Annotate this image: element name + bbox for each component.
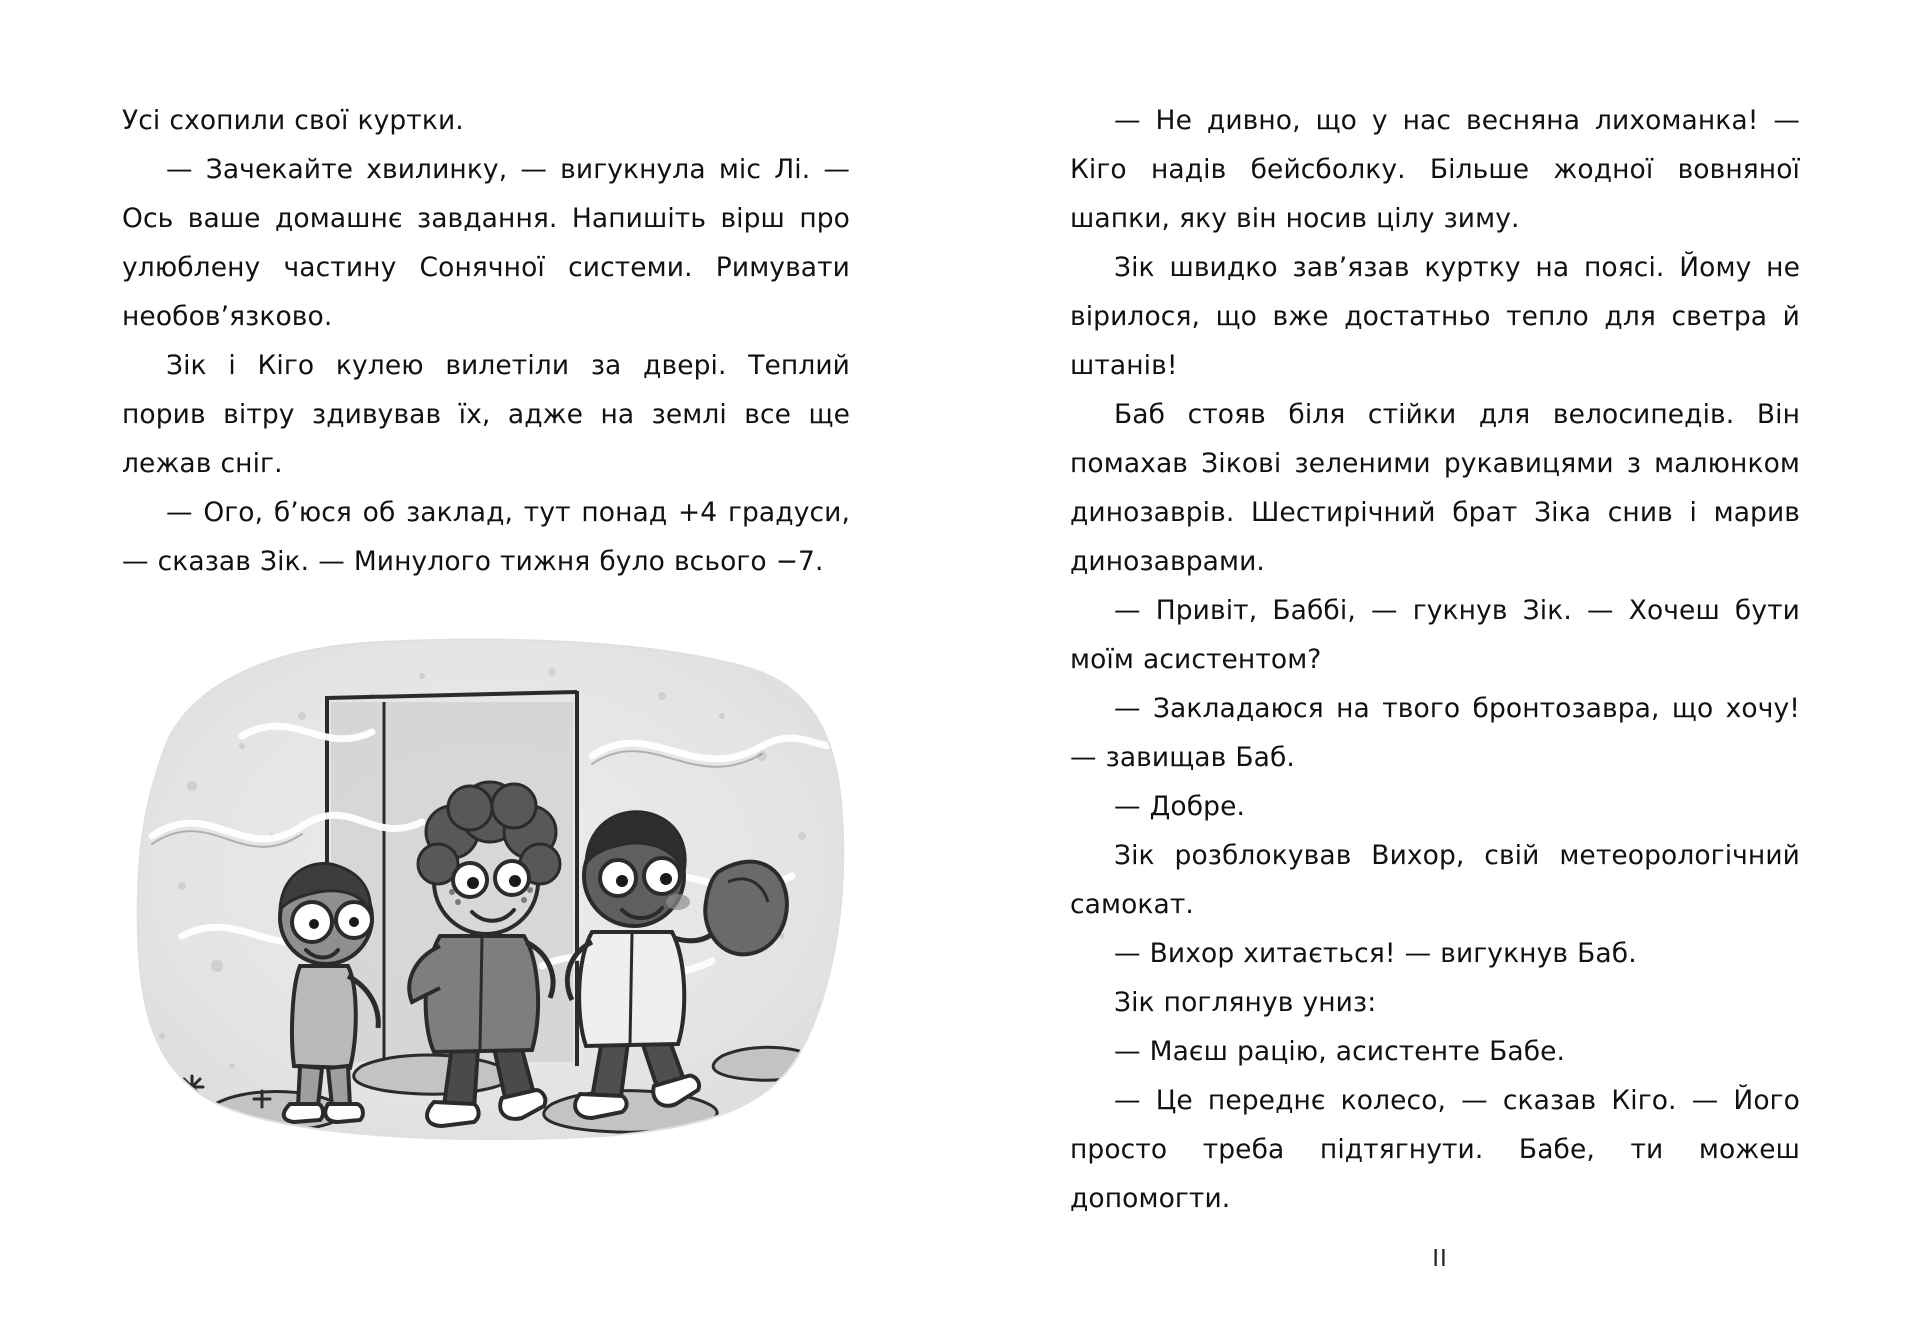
paragraph: Зік поглянув униз:	[1114, 987, 1377, 1018]
paragraph: Зік розблокував Вихор, свій метеорологічний самокат.	[1070, 840, 1800, 920]
paragraph: — Привіт, Баббі, — гукнув Зік. — Хочеш бути моїм асистентом?	[1070, 595, 1800, 675]
paragraph: — Добре.	[1114, 791, 1246, 822]
page-number: II	[1432, 1246, 1448, 1272]
paragraph: — Ого, б’юся об заклад, тут понад +4 градуси, — сказав Зік. — Минулого тижня було всього −7.	[122, 497, 850, 577]
paragraph: — Маєш рацію, асистенте Бабе.	[1114, 1036, 1566, 1067]
paragraph: — Не дивно, що у нас весняна лихоманка! — Кіго надів бейсболку. Більше жодної вовняної шапки, яку він носив цілу зиму.	[1070, 105, 1800, 234]
paragraph: — Вихор хитається! — вигукнув Баб.	[1114, 938, 1637, 969]
paragraph: Зік швидко зав’язав куртку на поясі. Йому не вірилося, що вже достатньо тепло для светра й штанів!	[1070, 252, 1800, 381]
paragraph: Усі схопили свої куртки.	[122, 105, 464, 136]
paragraph: — Зачекайте хвилинку, — вигукнула міс Лі. — Ось ваше домашнє завдання. Напишіть вірш про улюблену частину Сонячної системи. Римувати необов’язково.	[122, 154, 850, 332]
paragraph: — Це переднє колесо, — сказав Кіго. — Його просто треба підтягнути. Бабе, ти можеш допомогти.	[1070, 1085, 1800, 1214]
paragraph: — Закладаюся на твого бронтозавра, що хочу! — завищав Баб.	[1070, 693, 1800, 773]
right-page-text-column	[1070, 96, 1800, 1223]
paragraph: Зік і Кіго кулею вилетіли за двері. Теплий порив вітру здивував їх, адже на землі все ще лежав сніг.	[122, 350, 850, 479]
illustration-artwork	[122, 636, 852, 1156]
left-page-text-column	[122, 96, 850, 586]
paragraph: Баб стояв біля стійки для велосипедів. Він помахав Зікові зеленими рукавицями з малюнком динозаврів. Шестирічний брат Зіка снив і марив динозаврами.	[1070, 399, 1800, 577]
right-page	[960, 0, 1920, 1324]
illustration	[122, 636, 852, 1156]
